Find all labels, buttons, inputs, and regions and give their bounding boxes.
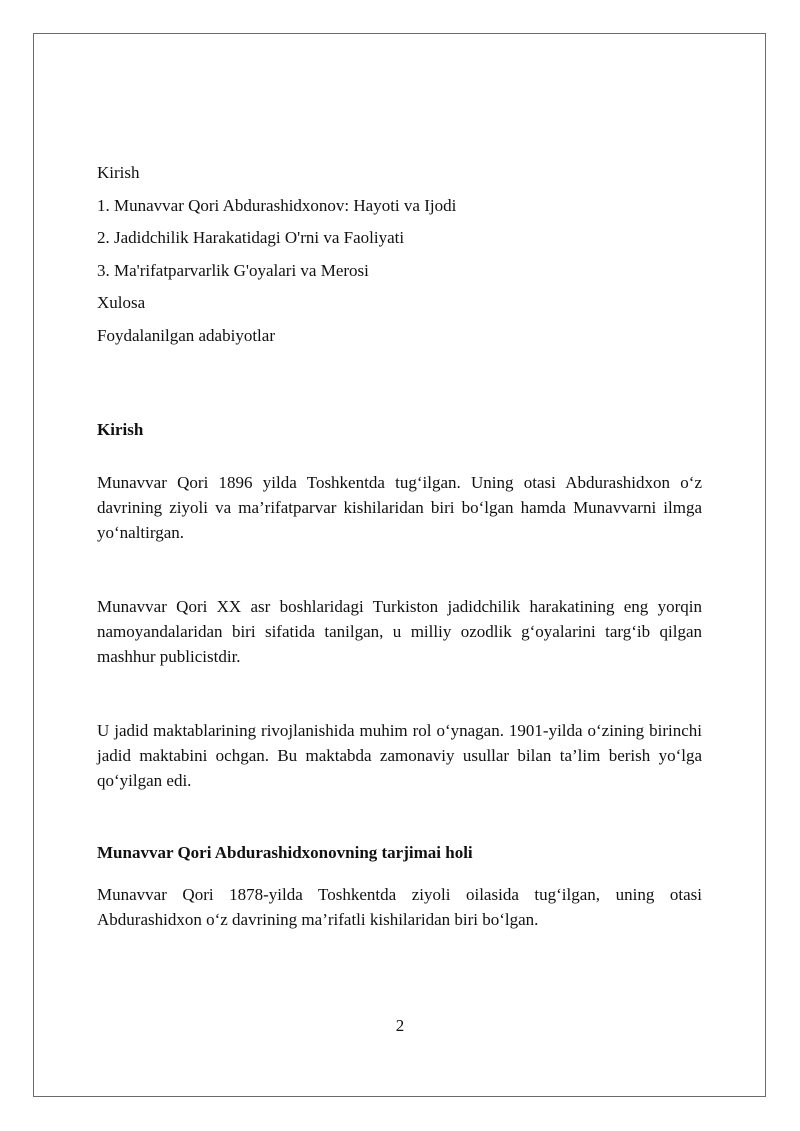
paragraph-3: U jadid maktablarining rivojlanishida muhim rol o‘ynagan. 1901-yilda o‘zining birinchi jadid maktabini ochgan. Bu maktabda zamonaviy usullar bilan ta’lim berish yo‘lga qo‘yilgan edi. [97, 721, 702, 790]
paragraph-2: Munavvar Qori XX asr boshlaridagi Turkiston jadidchilik harakatining eng yorqin namoyandalaridan biri sifatida tanilgan, u milliy ozodlik g‘oyalarini targ‘ib qilgan mashhur publicistdir. [97, 597, 702, 666]
table-of-contents [97, 160, 702, 355]
toc-item-conclusion: Xulosa [97, 293, 146, 312]
section-heading-introduction: Kirish [97, 420, 144, 439]
paragraph-4: Munavvar Qori 1878-yilda Toshkentda ziyoli oilasida tug‘ilgan, uning otasi Abdurashidxon o‘z davrining ma’rifatli kishilaridan biri bo‘lgan. [97, 885, 702, 929]
toc-item-chapter-3: 3. Ma'rifatparvarlik G'oyalari va Merosi [97, 260, 369, 280]
toc-item-chapter-1: 1. Munavvar Qori Abdurashidxonov: Hayoti va Ijodi [97, 195, 457, 215]
paragraph-1: Munavvar Qori 1896 yilda Toshkentda tug‘ilgan. Uning otasi Abdurashidxon o‘z davrining ziyoli va ma’rifatparvar kishilaridan biri bo‘lgan hamda Munavvarni ilmga yo‘naltirgan. [97, 473, 702, 542]
toc-item-introduction: Kirish [97, 163, 140, 182]
page-number: 2 [395, 1016, 405, 1035]
toc-item-references: Foydalanilgan adabiyotlar [97, 325, 275, 345]
section-heading-biography: Munavvar Qori Abdurashidxonovning tarjimai holi [97, 843, 473, 862]
toc-item-chapter-2: 2. Jadidchilik Harakatidagi O'rni va Faoliyati [97, 228, 405, 247]
